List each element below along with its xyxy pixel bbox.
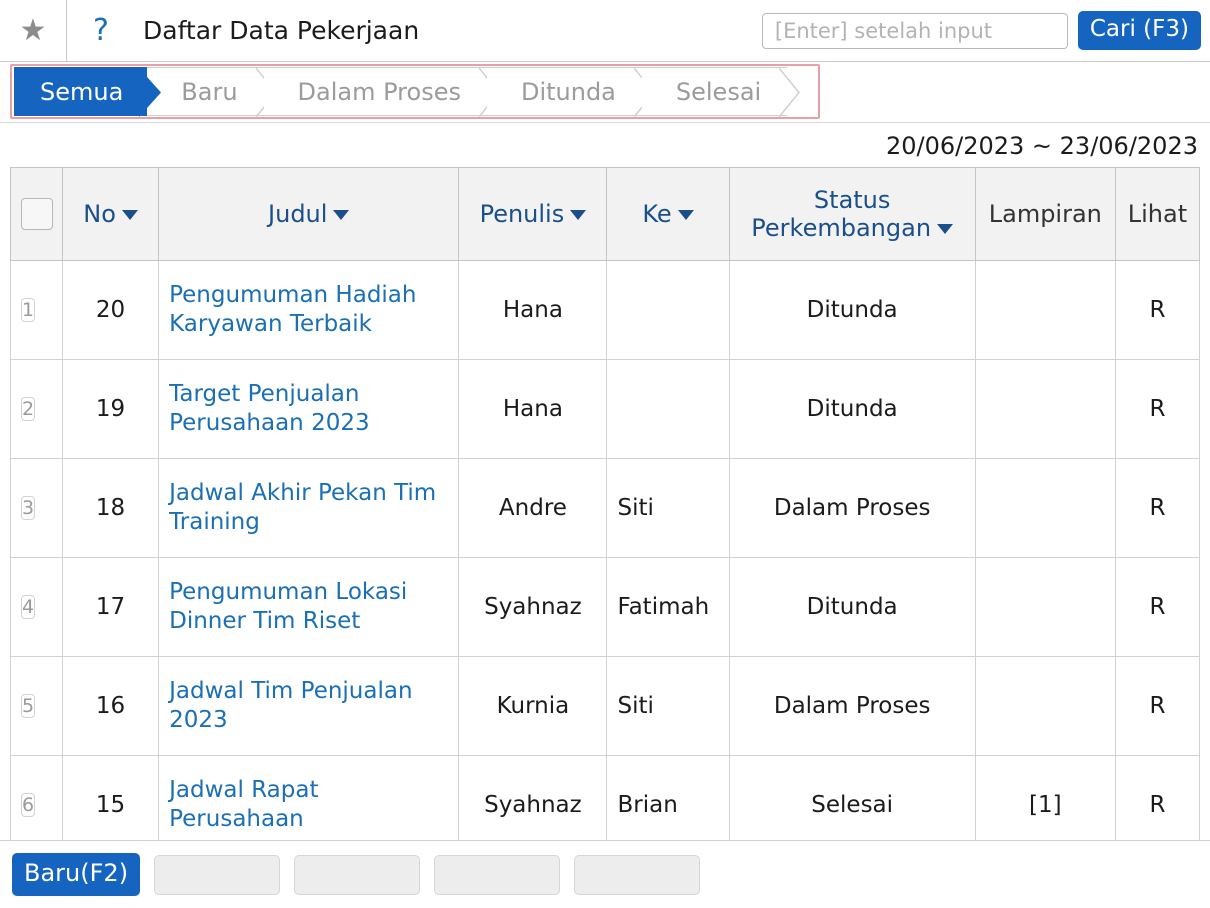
cell-ke: Brian — [607, 756, 729, 841]
column-header-judul-label: Judul — [268, 200, 328, 228]
new-button[interactable]: Baru(F2) — [12, 853, 140, 895]
table-row[interactable] — [11, 459, 1200, 558]
cell-penulis[interactable]: Syahnaz — [459, 558, 607, 657]
toolbar-button-4[interactable] — [574, 855, 700, 895]
search-button[interactable]: Cari (F3) — [1078, 11, 1201, 50]
row-index-cell — [11, 756, 63, 841]
help-icon[interactable]: ? — [93, 12, 109, 48]
tab-semua[interactable] — [14, 67, 147, 116]
cell-no: 15 — [63, 756, 159, 841]
chevron-down-icon[interactable] — [937, 224, 953, 234]
cell-ke — [607, 261, 729, 360]
cell-lihat[interactable]: R — [1115, 558, 1199, 657]
column-header-status-label: Status Perkembangan — [751, 186, 932, 242]
tab-list — [14, 67, 787, 116]
judul-link[interactable]: Pengumuman Hadiah Karyawan Terbaik — [169, 282, 417, 337]
cell-judul[interactable] — [159, 459, 459, 558]
judul-link[interactable]: Pengumuman Lokasi Dinner Tim Riset — [169, 579, 408, 634]
tab-baru[interactable] — [147, 67, 263, 116]
table-header-row — [11, 168, 1200, 261]
cell-penulis[interactable]: Kurnia — [459, 657, 607, 756]
row-index-cell — [11, 459, 63, 558]
cell-ke: Siti — [607, 657, 729, 756]
cell-ke: Siti — [607, 459, 729, 558]
cell-status: Ditunda — [729, 558, 975, 657]
page-title: Daftar Data Pekerjaan — [143, 16, 420, 45]
cell-judul[interactable] — [159, 657, 459, 756]
cell-penulis[interactable]: Hana — [459, 360, 607, 459]
row-index: 3 — [22, 497, 35, 519]
judul-link[interactable]: Target Penjualan Perusahaan 2023 — [169, 381, 370, 436]
chevron-down-icon[interactable] — [678, 210, 694, 220]
column-header-ke-label: Ke — [642, 200, 672, 228]
row-index: 4 — [22, 596, 35, 618]
tab-semua-label: Semua — [40, 78, 124, 106]
row-index: 6 — [22, 794, 35, 816]
column-header-penulis-label: Penulis — [479, 200, 565, 228]
table-row[interactable] — [11, 558, 1200, 657]
date-range-label[interactable]: 20/06/2023 ~ 23/06/2023 — [885, 132, 1198, 160]
judul-link[interactable]: Jadwal Rapat Perusahaan — [169, 777, 319, 832]
judul-link[interactable]: Jadwal Tim Penjualan 2023 — [169, 678, 413, 733]
cell-lampiran[interactable] — [975, 558, 1115, 657]
tab-selesai[interactable] — [642, 67, 787, 116]
table-row[interactable] — [11, 360, 1200, 459]
column-header-no-label: No — [83, 200, 116, 228]
tab-dalam-proses[interactable] — [264, 67, 487, 116]
cell-judul[interactable] — [159, 756, 459, 841]
cell-no: 18 — [63, 459, 159, 558]
cell-lihat[interactable]: R — [1115, 459, 1199, 558]
footer-toolbar — [0, 840, 1210, 908]
cell-ke — [607, 360, 729, 459]
column-header-status[interactable] — [729, 168, 975, 261]
cell-status: Ditunda — [729, 360, 975, 459]
row-index-cell — [11, 261, 63, 360]
column-header-ke[interactable] — [607, 168, 729, 261]
cell-status: Selesai — [729, 756, 975, 841]
cell-status: Ditunda — [729, 261, 975, 360]
star-icon[interactable]: ★ — [19, 12, 47, 48]
row-index: 5 — [22, 695, 35, 717]
row-index-cell — [11, 558, 63, 657]
cell-lampiran[interactable] — [975, 657, 1115, 756]
cell-lampiran[interactable]: [1] — [975, 756, 1115, 841]
toolbar-button-3[interactable] — [434, 855, 560, 895]
cell-lampiran[interactable] — [975, 459, 1115, 558]
toolbar-button-2[interactable] — [294, 855, 420, 895]
column-header-select-all[interactable] — [11, 168, 63, 261]
toolbar-button-1[interactable] — [154, 855, 280, 895]
cell-penulis[interactable]: Hana — [459, 261, 607, 360]
cell-penulis[interactable]: Syahnaz — [459, 756, 607, 841]
column-header-lampiran: Lampiran — [975, 168, 1115, 261]
cell-judul[interactable] — [159, 261, 459, 360]
tab-ditunda-label: Ditunda — [520, 78, 616, 106]
tab-selesai-label: Selesai — [675, 78, 762, 106]
cell-status: Dalam Proses — [729, 459, 975, 558]
cell-lihat[interactable]: R — [1115, 657, 1199, 756]
tab-bar — [0, 62, 1210, 123]
row-index: 2 — [22, 398, 35, 420]
chevron-down-icon[interactable] — [570, 210, 586, 220]
table-container — [0, 167, 1210, 840]
row-index: 1 — [22, 299, 35, 321]
column-header-no[interactable] — [63, 168, 159, 261]
select-all-checkbox[interactable] — [21, 198, 53, 230]
cell-no: 17 — [63, 558, 159, 657]
cell-lampiran[interactable] — [975, 261, 1115, 360]
row-index-cell — [11, 657, 63, 756]
cell-lihat[interactable]: R — [1115, 756, 1199, 841]
row-index-cell — [11, 360, 63, 459]
tab-ditunda[interactable] — [487, 67, 642, 116]
tab-baru-label: Baru — [181, 78, 238, 106]
cell-lihat[interactable]: R — [1115, 261, 1199, 360]
cell-no: 20 — [63, 261, 159, 360]
cell-lihat[interactable]: R — [1115, 360, 1199, 459]
search-input[interactable] — [773, 18, 1057, 44]
column-header-judul[interactable] — [159, 168, 459, 261]
judul-link[interactable]: Jadwal Akhir Pekan Tim Training — [169, 480, 437, 535]
column-header-lihat: Lihat — [1115, 168, 1199, 261]
chevron-down-icon[interactable] — [333, 210, 349, 220]
cell-ke: Fatimah — [607, 558, 729, 657]
search-box[interactable] — [762, 13, 1068, 49]
cell-no: 16 — [63, 657, 159, 756]
jobs-table — [10, 167, 1200, 840]
cell-lampiran[interactable] — [975, 360, 1115, 459]
cell-no: 19 — [63, 360, 159, 459]
header-bar — [0, 0, 1210, 62]
table-row[interactable] — [11, 756, 1200, 841]
tab-dalam-proses-label: Dalam Proses — [297, 78, 461, 106]
cell-judul[interactable] — [159, 360, 459, 459]
table-row[interactable] — [11, 261, 1200, 360]
cell-penulis[interactable]: Andre — [459, 459, 607, 558]
chevron-down-icon[interactable] — [122, 210, 138, 220]
cell-status: Dalam Proses — [729, 657, 975, 756]
table-row[interactable] — [11, 657, 1200, 756]
cell-judul[interactable] — [159, 558, 459, 657]
column-header-penulis[interactable] — [459, 168, 607, 261]
